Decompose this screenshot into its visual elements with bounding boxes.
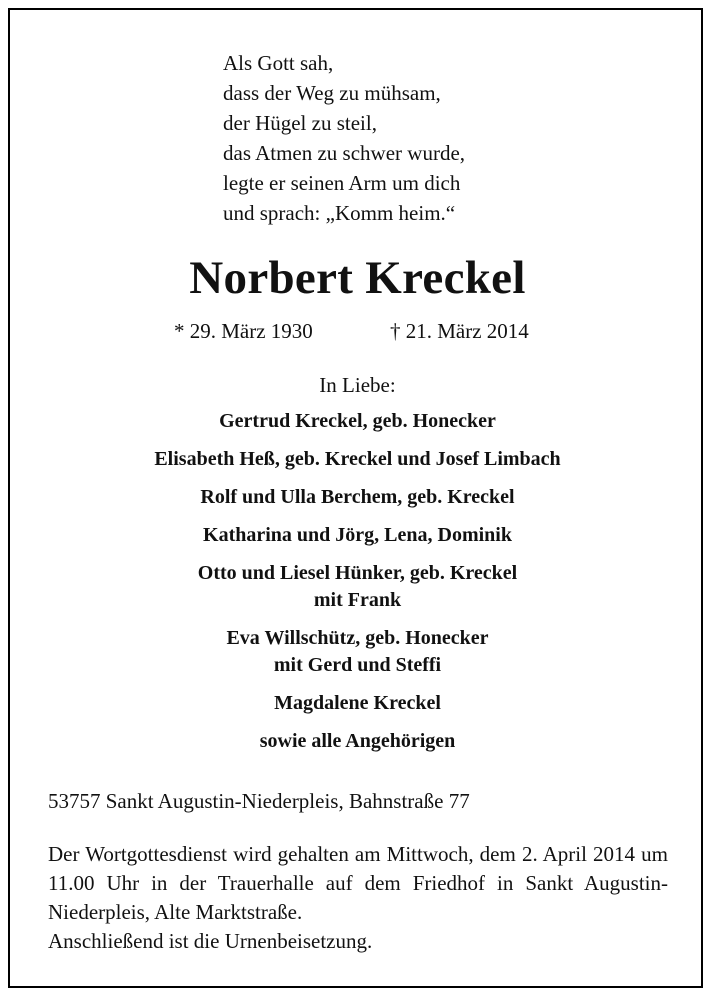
service-followup: Anschließend ist die Urnenbeisetzung. xyxy=(48,929,373,953)
mourner-line: mit Frank xyxy=(313,589,402,611)
mourner-group xyxy=(0,560,715,614)
mourner-line: Rolf und Ulla Berchem, geb. Kreckel xyxy=(200,486,515,508)
mourner-group xyxy=(0,690,715,717)
poem-line: das Atmen zu schwer wurde, xyxy=(223,141,466,165)
mourner-line: mit Gerd und Steffi xyxy=(273,654,442,676)
mourner-group xyxy=(0,522,715,549)
poem-line: der Hügel zu steil, xyxy=(223,111,377,135)
mourner-group xyxy=(0,446,715,473)
birth-date: * 29. März 1930 xyxy=(174,319,313,343)
poem-line: legte er seinen Arm um dich xyxy=(223,171,461,195)
mourner-line: Magdalene Kreckel xyxy=(274,692,441,714)
mourner-group xyxy=(0,625,715,679)
mourner-group xyxy=(0,728,715,755)
mourner-line: Otto und Liesel Hünker, geb. Kreckel xyxy=(197,562,518,584)
service-text: Der Wortgottesdienst wird gehalten am Mittwoch, dem 2. April 2014 um 11.00 Uhr in der Trauerhalle auf dem Friedhof in Sankt Augustin-Niederpleis, Alte Marktstraße. xyxy=(48,842,668,924)
mourner-group xyxy=(0,484,715,511)
mourner-group xyxy=(0,408,715,435)
family-address: 53757 Sankt Augustin-Niederpleis, Bahnstraße 77 xyxy=(48,789,470,813)
mourner-line: sowie alle Angehörigen xyxy=(259,730,456,752)
poem-line: dass der Weg zu mühsam, xyxy=(223,81,441,105)
poem-line: und sprach: „Komm heim.“ xyxy=(223,201,456,225)
death-date: † 21. März 2014 xyxy=(390,319,529,343)
mourners-list xyxy=(0,408,715,766)
deceased-name: Norbert Kreckel xyxy=(189,252,526,304)
mourner-line: Katharina und Jörg, Lena, Dominik xyxy=(203,524,512,546)
mourner-line: Gertrud Kreckel, geb. Honecker xyxy=(219,410,496,432)
mourner-line: Eva Willschütz, geb. Honecker xyxy=(226,627,489,649)
poem xyxy=(223,48,465,228)
mourner-line: Elisabeth Heß, geb. Kreckel und Josef Limbach xyxy=(154,448,561,470)
in-love-line: In Liebe: xyxy=(319,373,396,397)
poem-line: Als Gott sah, xyxy=(223,51,334,75)
service-info xyxy=(48,840,668,956)
